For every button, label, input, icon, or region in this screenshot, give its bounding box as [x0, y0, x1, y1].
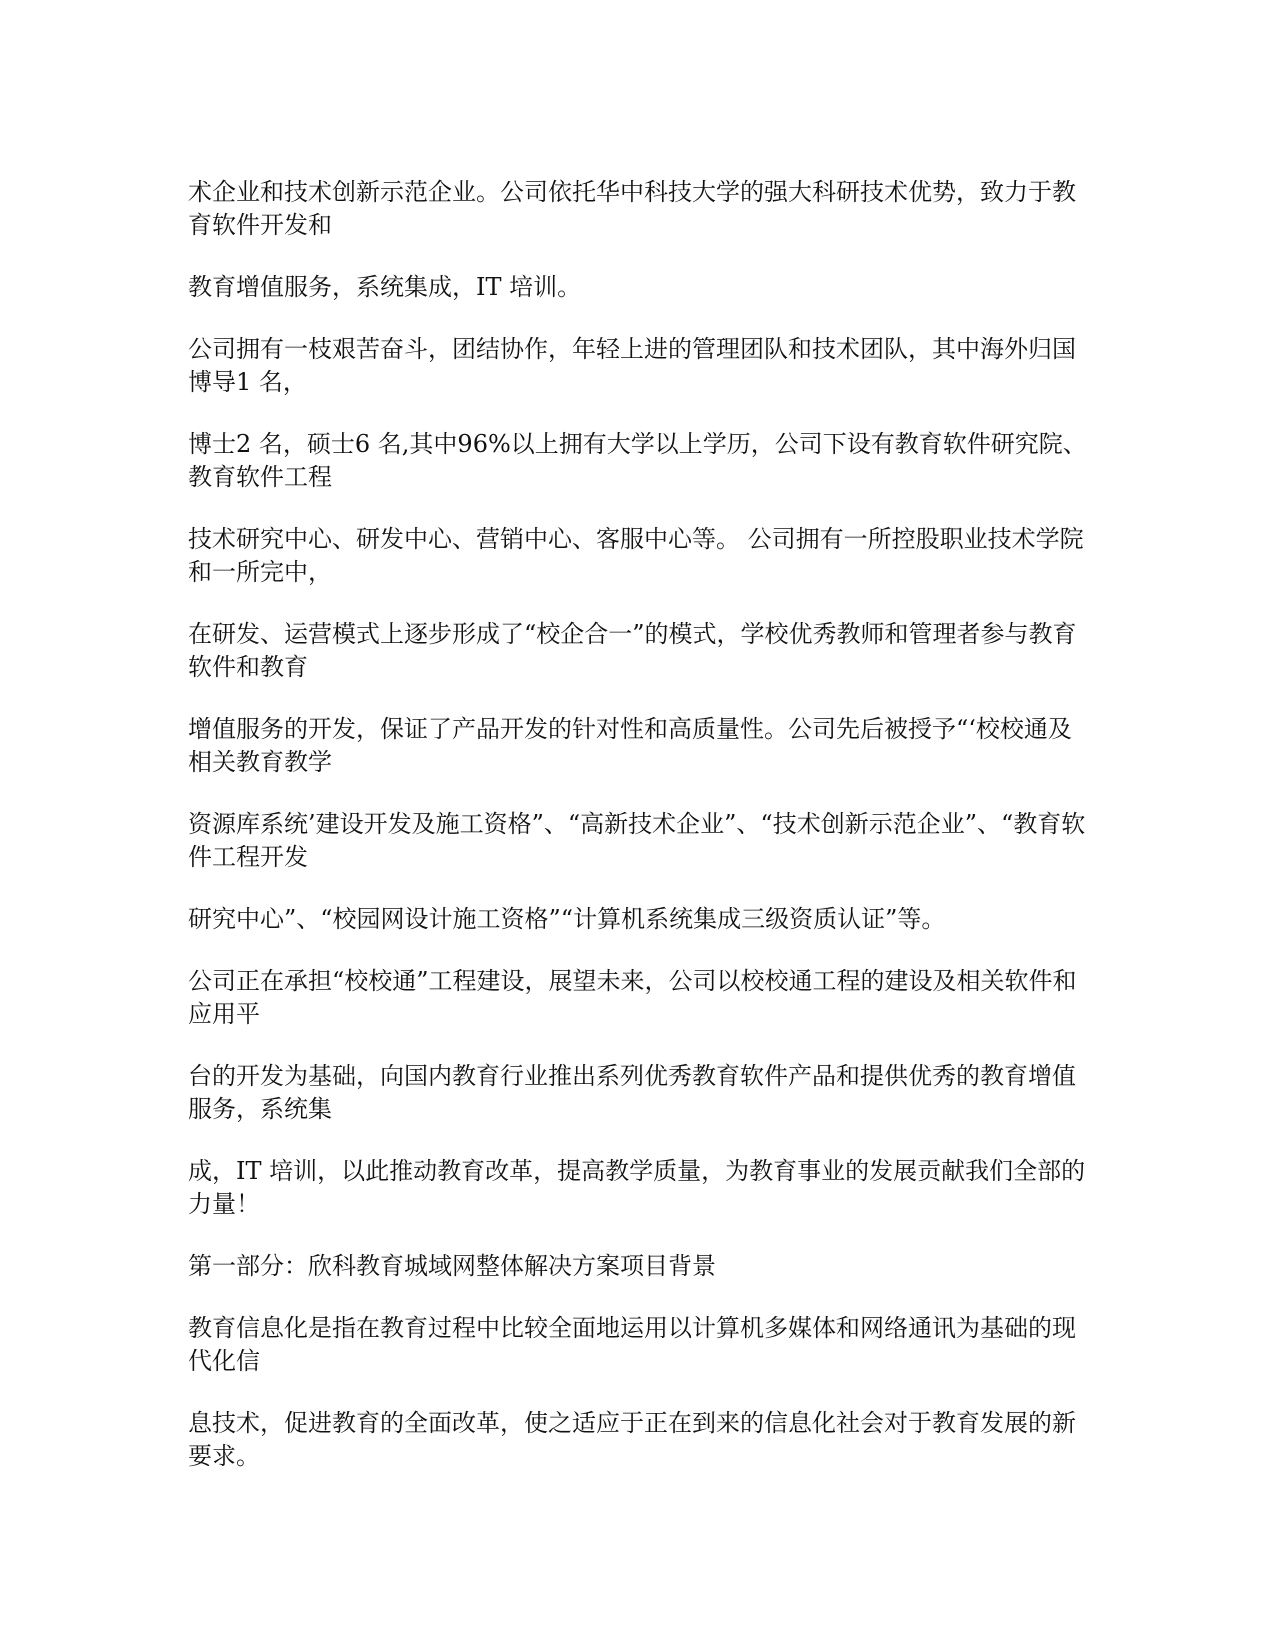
paragraph: 成，IT 培训，以此推动教育改革，提高教学质量，为教育事业的发展贡献我们全部的力量！ — [188, 1157, 1086, 1218]
paragraph: 在研发、运营模式上逐步形成了“校企合一”的模式，学校优秀教师和管理者参与教育软件和教育 — [188, 620, 1077, 681]
paragraph: 增值服务的开发，保证了产品开发的针对性和高质量性。公司先后被授予“‘校校通及相关教育教学 — [188, 715, 1072, 776]
paragraph: 公司拥有一枝艰苦奋斗，团结协作，年轻上进的管理团队和技术团队，其中海外归国博导1 名， — [188, 335, 1076, 396]
section-heading: 第一部分：欣科教育城域网整体解决方案项目背景 — [188, 1252, 716, 1280]
document-body — [188, 176, 1088, 1473]
paragraph: 教育信息化是指在教育过程中比较全面地运用以计算机多媒体和网络通讯为基础的现代化信 — [188, 1314, 1076, 1375]
paragraph: 资源库系统’建设开发及施工资格”、“高新技术企业”、“技术创新示范企业”、“教育软件工程开发 — [188, 810, 1086, 871]
paragraph: 教育增值服务，系统集成，IT 培训。 — [188, 273, 582, 301]
paragraph: 研究中心”、“校园网设计施工资格”“计算机系统集成三级资质认证”等。 — [188, 905, 946, 933]
paragraph: 博士2 名，硕士6 名,其中96%以上拥有大学以上学历，公司下设有教育软件研究院、教育软件工程 — [188, 430, 1087, 491]
paragraph: 技术研究中心、研发中心、营销中心、客服中心等。 公司拥有一所控股职业技术学院和一所完中， — [188, 525, 1084, 586]
paragraph: 公司正在承担“校校通”工程建设，展望未来，公司以校校通工程的建设及相关软件和应用平 — [188, 967, 1077, 1028]
paragraph: 术企业和技术创新示范企业。公司依托华中科技大学的强大科研技术优势，致力于教育软件开发和 — [188, 178, 1076, 239]
paragraph: 息技术，促进教育的全面改革，使之适应于正在到来的信息化社会对于教育发展的新要求。 — [188, 1409, 1076, 1470]
paragraph: 台的开发为基础，向国内教育行业推出系列优秀教育软件产品和提供优秀的教育增值服务，系统集 — [188, 1062, 1076, 1123]
